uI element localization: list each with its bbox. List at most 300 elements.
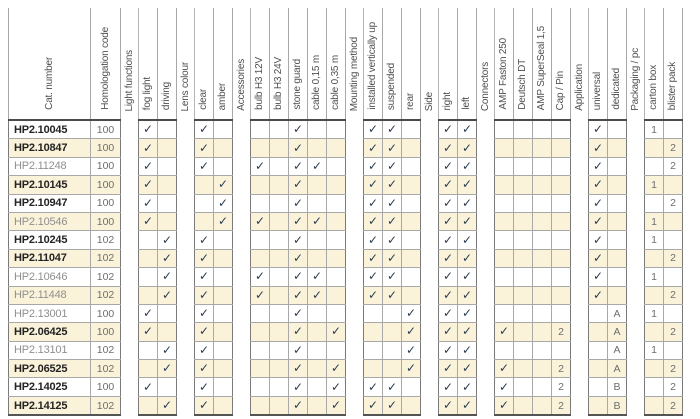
cell-left xyxy=(458,139,477,157)
group-gap-g5 xyxy=(421,396,439,415)
cell-driving xyxy=(158,360,177,378)
col-header-g2 xyxy=(177,8,195,120)
group-gap-g5 xyxy=(421,157,439,175)
cell-cable035 xyxy=(327,249,346,267)
group-gap-g7 xyxy=(571,323,589,341)
cell-bulb24 xyxy=(270,396,289,415)
group-gap-g3 xyxy=(233,286,251,304)
cell-cappin xyxy=(552,231,571,249)
cell-blister xyxy=(664,268,683,286)
cell-driving xyxy=(158,212,177,230)
cell-clear xyxy=(195,286,214,304)
col-header-label: right xyxy=(442,91,453,110)
table-row-HP2.10847 xyxy=(9,139,683,157)
check-icon: ✓ xyxy=(292,195,304,210)
cell-code: 100 xyxy=(91,378,121,396)
group-gap-g2 xyxy=(177,139,195,157)
cell-right xyxy=(439,360,458,378)
check-icon: ✓ xyxy=(592,214,604,229)
cell-left xyxy=(458,231,477,249)
check-icon: ✓ xyxy=(292,140,304,155)
col-header-label: Cap / Pin xyxy=(555,70,566,110)
cell-stone xyxy=(289,304,308,322)
group-gap-g1 xyxy=(121,231,139,249)
group-gap-g8 xyxy=(627,176,645,194)
group-gap-g4 xyxy=(346,323,364,341)
check-icon: ✓ xyxy=(461,250,473,265)
check-icon: ✓ xyxy=(461,195,473,210)
cell-dedicated xyxy=(608,139,627,157)
check-icon: ✓ xyxy=(142,122,154,137)
cell-driving xyxy=(158,120,177,139)
check-icon: ✓ xyxy=(367,269,379,284)
group-gap-g2 xyxy=(177,212,195,230)
cell-driving xyxy=(158,139,177,157)
cell-right xyxy=(439,268,458,286)
check-icon: ✓ xyxy=(405,324,417,339)
cell-blister: 2 xyxy=(664,139,683,157)
group-gap-g3 xyxy=(233,323,251,341)
group-gap-g7 xyxy=(571,341,589,359)
cell-fog xyxy=(139,286,158,304)
cell-fog xyxy=(139,396,158,415)
check-icon: ✓ xyxy=(386,140,398,155)
check-icon: ✓ xyxy=(442,140,454,155)
cell-cable035 xyxy=(327,341,346,359)
cell-rear xyxy=(402,194,421,212)
cell-superseal xyxy=(533,378,552,396)
cell-bulb24 xyxy=(270,249,289,267)
cell-rear xyxy=(402,231,421,249)
cell-code: 100 xyxy=(91,139,121,157)
cell-amber xyxy=(214,378,233,396)
table-body xyxy=(9,120,683,415)
check-icon: ✓ xyxy=(461,140,473,155)
cell-universal xyxy=(589,194,608,212)
cell-bulb24 xyxy=(270,157,289,175)
col-header-label: universal xyxy=(592,71,603,110)
group-gap-g5 xyxy=(421,268,439,286)
group-gap-g1 xyxy=(121,304,139,322)
cell-clear xyxy=(195,360,214,378)
check-icon: ✓ xyxy=(311,269,323,284)
cell-deutsch xyxy=(514,249,533,267)
cell-left xyxy=(458,157,477,175)
check-icon: ✓ xyxy=(161,342,173,357)
cell-left xyxy=(458,249,477,267)
col-header-carton xyxy=(645,8,664,120)
group-gap-g1 xyxy=(121,194,139,212)
cell-faston xyxy=(495,139,514,157)
check-icon: ✓ xyxy=(367,250,379,265)
group-gap-g7 xyxy=(571,378,589,396)
cell-fog xyxy=(139,157,158,175)
cell-vertup xyxy=(364,360,383,378)
cell-amber xyxy=(214,286,233,304)
cell-dedicated: B xyxy=(608,378,627,396)
cell-bulb12 xyxy=(251,360,270,378)
cell-susp xyxy=(383,341,402,359)
cell-carton: 1 xyxy=(645,268,664,286)
cell-rear xyxy=(402,268,421,286)
table-row-HP2.14025 xyxy=(9,378,683,396)
col-header-label: fog light xyxy=(142,76,153,110)
group-gap-g7 xyxy=(571,268,589,286)
cell-vertup xyxy=(364,286,383,304)
cat-number: HP2.13001 xyxy=(9,304,91,322)
cat-number: HP2.10947 xyxy=(9,194,91,212)
group-gap-g5 xyxy=(421,323,439,341)
cell-universal xyxy=(589,286,608,304)
cell-deutsch xyxy=(514,304,533,322)
col-header-label: Connectors xyxy=(479,61,491,111)
col-header-universal xyxy=(589,8,608,120)
cell-universal xyxy=(589,157,608,175)
cell-driving xyxy=(158,378,177,396)
cell-bulb24 xyxy=(270,286,289,304)
cell-fog xyxy=(139,139,158,157)
check-icon: ✓ xyxy=(142,306,154,321)
check-icon: ✓ xyxy=(198,398,210,413)
group-gap-g2 xyxy=(177,323,195,341)
cell-cable035 xyxy=(327,378,346,396)
check-icon: ✓ xyxy=(386,269,398,284)
cell-cable035 xyxy=(327,176,346,194)
table-row-HP2.10145 xyxy=(9,176,683,194)
cell-fog xyxy=(139,323,158,341)
cell-code: 100 xyxy=(91,194,121,212)
group-gap-g1 xyxy=(121,249,139,267)
cell-left xyxy=(458,212,477,230)
cell-susp xyxy=(383,176,402,194)
cell-superseal xyxy=(533,360,552,378)
cell-bulb12 xyxy=(251,120,270,139)
cat-number: HP2.10145 xyxy=(9,176,91,194)
cell-rear xyxy=(402,396,421,415)
check-icon: ✓ xyxy=(292,379,304,394)
cell-deutsch xyxy=(514,120,533,139)
col-header-vertup xyxy=(364,8,383,120)
cell-clear xyxy=(195,396,214,415)
cell-bulb24 xyxy=(270,268,289,286)
col-header-label: Deutsch DT xyxy=(517,59,528,110)
cell-cappin xyxy=(552,120,571,139)
cell-bulb12 xyxy=(251,341,270,359)
cell-susp xyxy=(383,396,402,415)
cell-stone xyxy=(289,194,308,212)
cell-driving xyxy=(158,249,177,267)
cell-deutsch xyxy=(514,323,533,341)
group-gap-g7 xyxy=(571,249,589,267)
check-icon: ✓ xyxy=(198,250,210,265)
cell-universal xyxy=(589,268,608,286)
group-gap-g5 xyxy=(421,360,439,378)
cell-clear xyxy=(195,176,214,194)
check-icon: ✓ xyxy=(386,287,398,302)
check-icon: ✓ xyxy=(367,232,379,247)
cell-fog xyxy=(139,120,158,139)
cell-code: 102 xyxy=(91,249,121,267)
cell-left xyxy=(458,176,477,194)
group-gap-g5 xyxy=(421,231,439,249)
cell-cable035 xyxy=(327,212,346,230)
cell-dedicated: A xyxy=(608,304,627,322)
cell-left xyxy=(458,268,477,286)
group-gap-g7 xyxy=(571,231,589,249)
check-icon: ✓ xyxy=(198,269,210,284)
group-gap-g1 xyxy=(121,120,139,139)
group-gap-g5 xyxy=(421,194,439,212)
group-gap-g4 xyxy=(346,341,364,359)
check-icon: ✓ xyxy=(461,214,473,229)
cell-universal xyxy=(589,120,608,139)
cell-right xyxy=(439,304,458,322)
cell-bulb12 xyxy=(251,212,270,230)
cell-bulb24 xyxy=(270,176,289,194)
cell-fog xyxy=(139,176,158,194)
group-gap-g4 xyxy=(346,194,364,212)
check-icon: ✓ xyxy=(442,158,454,173)
check-icon: ✓ xyxy=(292,361,304,376)
cell-fog xyxy=(139,194,158,212)
group-gap-g7 xyxy=(571,157,589,175)
cell-right xyxy=(439,194,458,212)
cell-clear xyxy=(195,212,214,230)
check-icon: ✓ xyxy=(461,232,473,247)
product-spec-table xyxy=(8,8,683,416)
group-gap-g3 xyxy=(233,396,251,415)
cell-stone xyxy=(289,378,308,396)
cell-code: 100 xyxy=(91,323,121,341)
check-icon: ✓ xyxy=(461,342,473,357)
cell-cappin xyxy=(552,286,571,304)
cell-bulb12 xyxy=(251,396,270,415)
col-header-label: AMP Faston 250 xyxy=(498,38,509,110)
cell-susp xyxy=(383,304,402,322)
group-gap-g1 xyxy=(121,396,139,415)
group-gap-g2 xyxy=(177,396,195,415)
cell-faston xyxy=(495,396,514,415)
check-icon: ✓ xyxy=(198,122,210,137)
cell-clear xyxy=(195,341,214,359)
check-icon: ✓ xyxy=(592,250,604,265)
check-icon: ✓ xyxy=(461,287,473,302)
col-header-susp xyxy=(383,8,402,120)
check-icon: ✓ xyxy=(330,398,342,413)
group-gap-g2 xyxy=(177,157,195,175)
cell-vertup xyxy=(364,120,383,139)
table-row-HP2.14125 xyxy=(9,396,683,415)
cell-bulb24 xyxy=(270,231,289,249)
cell-code: 102 xyxy=(91,268,121,286)
check-icon: ✓ xyxy=(292,232,304,247)
check-icon: ✓ xyxy=(142,195,154,210)
cell-left xyxy=(458,341,477,359)
group-gap-g6 xyxy=(477,378,495,396)
cell-bulb12 xyxy=(251,323,270,341)
cell-carton xyxy=(645,194,664,212)
group-gap-g8 xyxy=(627,396,645,415)
col-header-label: Light functions xyxy=(123,49,135,111)
group-gap-g8 xyxy=(627,360,645,378)
check-icon: ✓ xyxy=(161,250,173,265)
check-icon: ✓ xyxy=(142,324,154,339)
cell-driving xyxy=(158,231,177,249)
cell-driving xyxy=(158,268,177,286)
group-gap-g6 xyxy=(477,212,495,230)
cell-amber xyxy=(214,120,233,139)
cell-cable035 xyxy=(327,360,346,378)
group-gap-g3 xyxy=(233,120,251,139)
table-row-HP2.11248 xyxy=(9,157,683,175)
cell-dedicated: B xyxy=(608,396,627,415)
check-icon: ✓ xyxy=(198,342,210,357)
check-icon: ✓ xyxy=(461,398,473,413)
cell-carton: 1 xyxy=(645,176,664,194)
col-header-g8 xyxy=(627,8,645,120)
cell-carton xyxy=(645,360,664,378)
cell-vertup xyxy=(364,231,383,249)
cell-cable035 xyxy=(327,304,346,322)
group-gap-g1 xyxy=(121,212,139,230)
group-gap-g4 xyxy=(346,396,364,415)
cat-number: HP2.11448 xyxy=(9,286,91,304)
cell-deutsch xyxy=(514,268,533,286)
cell-bulb12 xyxy=(251,249,270,267)
col-header-label: dedicated xyxy=(611,68,622,110)
cell-faston xyxy=(495,249,514,267)
check-icon: ✓ xyxy=(592,177,604,192)
cell-blister: 2 xyxy=(664,378,683,396)
cell-dedicated xyxy=(608,286,627,304)
cell-cable015 xyxy=(308,231,327,249)
group-gap-g6 xyxy=(477,323,495,341)
cell-dedicated xyxy=(608,249,627,267)
col-header-deutsch xyxy=(514,8,533,120)
cell-faston xyxy=(495,268,514,286)
group-gap-g7 xyxy=(571,304,589,322)
cell-cable015 xyxy=(308,194,327,212)
cat-number: HP2.10245 xyxy=(9,231,91,249)
group-gap-g4 xyxy=(346,139,364,157)
cell-deutsch xyxy=(514,157,533,175)
cell-bulb12 xyxy=(251,304,270,322)
check-icon: ✓ xyxy=(442,324,454,339)
group-gap-g3 xyxy=(233,341,251,359)
check-icon: ✓ xyxy=(405,361,417,376)
check-icon: ✓ xyxy=(142,140,154,155)
check-icon: ✓ xyxy=(461,177,473,192)
cell-superseal xyxy=(533,341,552,359)
cell-rear xyxy=(402,157,421,175)
cell-blister: 2 xyxy=(664,323,683,341)
group-gap-g2 xyxy=(177,231,195,249)
check-icon: ✓ xyxy=(592,122,604,137)
cell-stone xyxy=(289,360,308,378)
cell-blister: 2 xyxy=(664,360,683,378)
group-gap-g1 xyxy=(121,139,139,157)
col-header-label: Application xyxy=(573,64,585,111)
group-gap-g8 xyxy=(627,378,645,396)
group-gap-g2 xyxy=(177,360,195,378)
cell-rear xyxy=(402,323,421,341)
group-gap-g1 xyxy=(121,176,139,194)
check-icon: ✓ xyxy=(442,398,454,413)
group-gap-g4 xyxy=(346,268,364,286)
cell-dedicated: A xyxy=(608,341,627,359)
col-header-rear xyxy=(402,8,421,120)
col-header-cable015 xyxy=(308,8,327,120)
group-gap-g6 xyxy=(477,341,495,359)
cell-vertup xyxy=(364,249,383,267)
cell-vertup xyxy=(364,323,383,341)
cell-code: 102 xyxy=(91,360,121,378)
cell-dedicated: A xyxy=(608,360,627,378)
cell-driving xyxy=(158,341,177,359)
cell-right xyxy=(439,139,458,157)
group-gap-g2 xyxy=(177,341,195,359)
cell-carton: 1 xyxy=(645,304,664,322)
cat-number: HP2.11248 xyxy=(9,157,91,175)
check-icon: ✓ xyxy=(292,342,304,357)
check-icon: ✓ xyxy=(461,361,473,376)
group-gap-g1 xyxy=(121,268,139,286)
cell-right xyxy=(439,378,458,396)
cell-bulb24 xyxy=(270,194,289,212)
cell-bulb12 xyxy=(251,139,270,157)
cell-universal xyxy=(589,249,608,267)
check-icon: ✓ xyxy=(442,195,454,210)
group-gap-g6 xyxy=(477,176,495,194)
cell-faston xyxy=(495,231,514,249)
cell-cappin xyxy=(552,304,571,322)
cell-dedicated xyxy=(608,268,627,286)
cell-susp xyxy=(383,157,402,175)
group-gap-g4 xyxy=(346,304,364,322)
cell-susp xyxy=(383,194,402,212)
group-gap-g7 xyxy=(571,360,589,378)
cell-cable015 xyxy=(308,249,327,267)
cell-amber xyxy=(214,212,233,230)
col-header-left xyxy=(458,8,477,120)
group-gap-g8 xyxy=(627,323,645,341)
cell-stone xyxy=(289,120,308,139)
cell-driving xyxy=(158,286,177,304)
cell-bulb24 xyxy=(270,360,289,378)
cell-universal xyxy=(589,212,608,230)
check-icon: ✓ xyxy=(254,269,266,284)
group-gap-g4 xyxy=(346,157,364,175)
col-header-label: Packaging / pc xyxy=(629,48,641,111)
cell-left xyxy=(458,194,477,212)
cell-stone xyxy=(289,176,308,194)
check-icon: ✓ xyxy=(254,158,266,173)
col-header-amber xyxy=(214,8,233,120)
cell-fog xyxy=(139,249,158,267)
col-header-g1 xyxy=(121,8,139,120)
cell-susp xyxy=(383,378,402,396)
check-icon: ✓ xyxy=(292,177,304,192)
cell-dedicated xyxy=(608,194,627,212)
group-gap-g8 xyxy=(627,157,645,175)
check-icon: ✓ xyxy=(198,140,210,155)
check-icon: ✓ xyxy=(292,287,304,302)
cell-carton xyxy=(645,157,664,175)
group-gap-g8 xyxy=(627,120,645,139)
table-row-HP2.06425 xyxy=(9,323,683,341)
group-gap-g5 xyxy=(421,304,439,322)
check-icon: ✓ xyxy=(292,398,304,413)
